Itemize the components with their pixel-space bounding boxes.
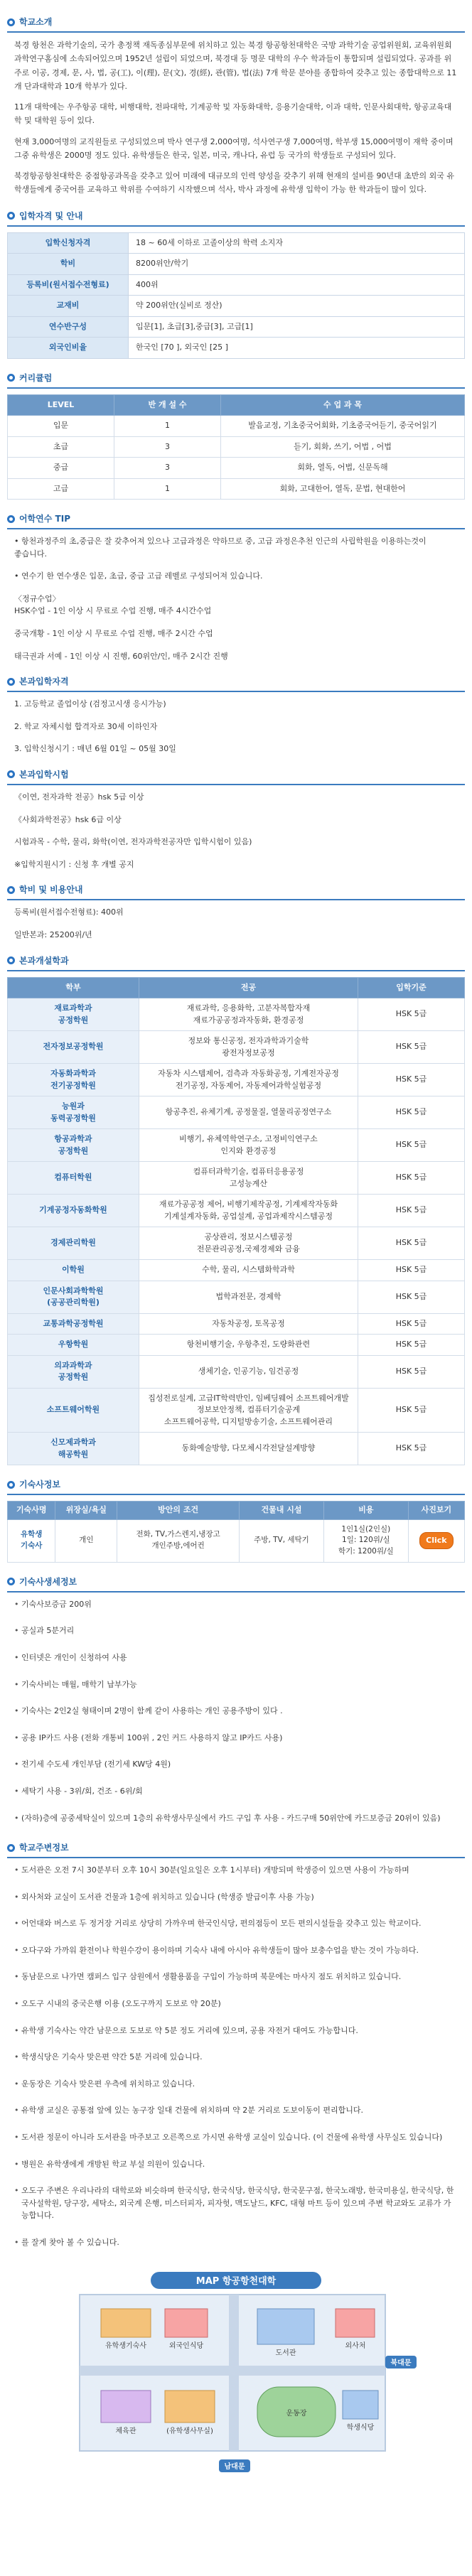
dorm-photo-cell bbox=[408, 1519, 464, 1562]
level-cell: 초급 bbox=[8, 436, 114, 458]
subjects-cell: 회화, 고대한어, 열독, 문법, 현대한어 bbox=[221, 478, 465, 500]
bullet-icon bbox=[7, 770, 15, 778]
table-header-row bbox=[8, 394, 465, 416]
table-row bbox=[8, 1281, 465, 1313]
list-item: 태극권과 서예 - 1인 이상 시 진행, 60위안/인, 매주 2시간 진행 bbox=[14, 651, 228, 661]
table-row bbox=[8, 416, 465, 437]
campus-map-svg bbox=[51, 2266, 421, 2479]
bullet-icon bbox=[7, 956, 15, 964]
list-item: • 기숙사보증금 200위 bbox=[14, 1598, 458, 1611]
table-row bbox=[8, 478, 465, 500]
list-item: • 연수기 한 연수생은 입문, 초급, 중급 고급 레벨로 구성되어져 있습니다. bbox=[14, 571, 263, 581]
dept-cell: 교통과학공정학원 bbox=[8, 1313, 139, 1335]
table-row bbox=[8, 232, 465, 254]
tips-title: 어학연수 TIP bbox=[19, 514, 70, 524]
info-label: 입학신청자격 bbox=[8, 232, 129, 254]
dorm-table bbox=[7, 1501, 465, 1563]
list-item: • 공용 IP카드 사용 (전화 개통비 100위 , 2인 커드 사용하지 않고 IP카드 사용) bbox=[14, 1732, 458, 1745]
column-header: 학부 bbox=[8, 977, 139, 998]
list-item: • 오도구 주변은 우리나라의 대학로와 비슷하며 한국식당, 한국식당, 한국식당, 한국문구점, 한국노래방, 한국미용실, 한국식당, 한국사설학원, 당구장, 세탁소, 외국계 은행, 미스터피자, 피자헛, 맥도날드, KFC, 대형 마트 등이 있으며 주변 학교와도 교류가 가능합니다. bbox=[14, 2184, 458, 2222]
major-cell: 재료과학, 응용화학, 고분자복합자재 재료가공공정과자동화, 환경공정 bbox=[139, 998, 358, 1031]
list-item: • 학생식당은 기숙사 맞은편 약간 5분 거리에 있습니다. bbox=[14, 2051, 458, 2064]
list-item: • 세탁기 사용 - 3위/회, 건조 - 6위/회 bbox=[14, 1785, 458, 1798]
building-cafeteria bbox=[343, 2391, 378, 2419]
intro-paragraph: 북경항공항천대학은 중점항공과목을 갖추고 있어 미래에 대규모의 인력 양성을 갖추기 위해 현재의 설비를 90년대 초반의 외국 유학생들에게 중국어를 교육하고 학위를 수여하기 시작했으며 석사, 박사 과정에 유학생 입학이 가능 한 학과들이 많이 있다. bbox=[14, 171, 454, 195]
info-value: 400위 bbox=[129, 274, 465, 296]
requirement-cell: HSK 5급 bbox=[358, 1195, 465, 1227]
section-title-curriculum bbox=[7, 369, 465, 389]
column-header: 입학기준 bbox=[358, 977, 465, 998]
table-row bbox=[8, 1313, 465, 1335]
list-item: 중국개황 - 1인 이상 시 무료로 수업 진행, 매주 2시간 수업 bbox=[14, 628, 213, 638]
requirement-cell: HSK 5급 bbox=[358, 1129, 465, 1162]
dorm-facilities: 주방, TV, 세탁기 bbox=[240, 1519, 324, 1562]
major-cell: 재료가공공정 제어, 비행기제작공정, 기계제작자동화 기계설계자동화, 공업설계, 공업과제작시스템공정 bbox=[139, 1195, 358, 1227]
list-item: 일반본과: 25200위/년 bbox=[14, 929, 92, 939]
building-restaurant bbox=[165, 2309, 208, 2337]
column-header: 전공 bbox=[139, 977, 358, 998]
dorm-name: 유학생 기숙사 bbox=[8, 1519, 55, 1562]
building-label: 체육관 bbox=[115, 2427, 136, 2435]
info-value: 한국인 [70 ], 외국인 [25 ] bbox=[129, 338, 465, 359]
building-gym bbox=[101, 2391, 151, 2423]
major-cell: 항천비행기술, 우항추진, 도량화관련 bbox=[139, 1335, 358, 1356]
table-header-row bbox=[8, 1502, 465, 1520]
level-cell: 고급 bbox=[8, 478, 114, 500]
info-value: 18 ~ 60세 이하로 고졸이상의 학력 소지자 bbox=[129, 232, 465, 254]
bullet-icon bbox=[7, 1578, 15, 1585]
bullet-icon bbox=[7, 886, 15, 894]
table-row bbox=[8, 274, 465, 296]
dorm-notes-list bbox=[14, 1598, 458, 1824]
list-item: 〈정규수업〉 HSK수업 - 1인 이상 시 무료로 수업 진행, 매주 4시간수업 bbox=[14, 593, 212, 616]
info-label: 등록비(원서접수전형료) bbox=[8, 274, 129, 296]
list-item: • 오다구와 가까워 환전이나 학원수강이 용이하며 기숙사 내에 아시아 유학생들이 많아 보충수업을 받는 것이 가능하다. bbox=[14, 1944, 458, 1957]
major-cell: 정보와 통신공정, 전자과학과기술학 광전자정보공정 bbox=[139, 1031, 358, 1064]
dept-cell: 능원과 동력공정학원 bbox=[8, 1096, 139, 1129]
table-row bbox=[8, 296, 465, 317]
dorm-room: 전화, TV,가스렌지,냉장고 개인주방,에어컨 bbox=[117, 1519, 240, 1562]
list-item: • 동남문으로 나가면 캠퍼스 입구 삼원에서 생활용품을 구입이 가능하며 북문에는 마사지 점도 위치하고 있습니다. bbox=[14, 1971, 458, 1983]
major-cell: 법학과전문, 경제학 bbox=[139, 1281, 358, 1313]
section-title-intro bbox=[7, 13, 465, 33]
requirement-cell: HSK 5급 bbox=[358, 1388, 465, 1433]
subjects-cell: 발음교정, 기초중국어회화, 기초중국어듣기, 중국어읽기 bbox=[221, 416, 465, 437]
requirement-cell: HSK 5급 bbox=[358, 1096, 465, 1129]
count-cell: 3 bbox=[114, 458, 221, 479]
map-title: MAP 항공항천대학 bbox=[195, 2275, 277, 2287]
list-item: • 유학생 기숙사는 약간 남문으로 도보로 약 5분 정도 거리에 있으며, 공용 자전거 대여도 가능합니다. bbox=[14, 2025, 458, 2037]
table-row bbox=[8, 1031, 465, 1064]
table-row bbox=[8, 1335, 465, 1356]
dorm-cost: 1인1실(2인실) 1일: 120위/실 학기: 1200위/실 bbox=[323, 1519, 408, 1562]
column-header: 기숙사명 bbox=[8, 1502, 55, 1520]
list-item: • 어언대와 버스로 두 정거장 거리로 상당히 가까우며 한국인식당, 편의점등이 모든 편의시설들을 갖추고 있는 학교이다. bbox=[14, 1917, 458, 1930]
major-cell: 수학, 물리, 시스템화학과학 bbox=[139, 1260, 358, 1281]
requirement-cell: HSK 5급 bbox=[358, 1313, 465, 1335]
list-item: 2. 학교 자체시험 합격자로 30세 이하인자 bbox=[14, 721, 158, 731]
info-label: 교재비 bbox=[8, 296, 129, 317]
dept-cell: 기계공정자동화학원 bbox=[8, 1195, 139, 1227]
major-cell: 자동차공정, 토목공정 bbox=[139, 1313, 358, 1335]
info-value: 8200위안/학기 bbox=[129, 254, 465, 275]
list-item: • 기숙사는 2인2실 형태이며 2명이 함께 같이 사용하는 개인 공용주방이 있다 . bbox=[14, 1705, 458, 1718]
section-title-dorm bbox=[7, 1475, 465, 1495]
list-item: • 항천과정주의 초,중급은 잘 갖추어져 있으나 고급과정은 약하므로 중, 고급 과정은추천 인근의 사립학원을 이용하는것이 좋습니다. bbox=[14, 537, 427, 559]
subjects-cell: 회화, 열독, 어법, 신문독해 bbox=[221, 458, 465, 479]
table-row bbox=[8, 1355, 465, 1388]
bullet-icon bbox=[7, 678, 15, 686]
building-label: 외국인식당 bbox=[168, 2341, 204, 2350]
list-item: • 병원은 유학생에게 개방된 학교 부설 의원이 있습니다. bbox=[14, 2158, 458, 2171]
requirement-cell: HSK 5급 bbox=[358, 1355, 465, 1388]
major-cell: 생체기술, 인공기능, 임건공정 bbox=[139, 1355, 358, 1388]
building-label: 운동장 bbox=[286, 2409, 307, 2418]
table-row bbox=[8, 1433, 465, 1465]
curriculum-table bbox=[7, 394, 465, 500]
south-gate-label: 남대문 bbox=[224, 2462, 245, 2471]
dept-cell: 이학원 bbox=[8, 1260, 139, 1281]
dorm-title: 기숙사정보 bbox=[19, 1480, 60, 1489]
info-label: 외국인비율 bbox=[8, 338, 129, 359]
photo-click-button[interactable]: Click bbox=[419, 1532, 453, 1550]
dorm-bath: 개인 bbox=[55, 1519, 117, 1562]
major-cell: 컴퓨터과학기술, 컴퓨터응용공정 고성능계산 bbox=[139, 1162, 358, 1195]
majors-title: 본과개설학과 bbox=[19, 955, 69, 966]
list-item: • 기숙사비는 매월, 매학기 납부가능 bbox=[14, 1678, 458, 1691]
section-title-exam bbox=[7, 765, 465, 785]
requirement-cell: HSK 5급 bbox=[358, 1335, 465, 1356]
bullet-icon bbox=[7, 374, 15, 382]
intro-paragraph: 북경 항천은 과학기술의, 국가 총정책 재독종심부문에 위치하고 있는 북경 항공항천대학은 국방 과학기술 공업위원회, 교육위원회 과학연구홈심에 소속되어있으며 1952년 설립이 되었으며, 북경대 등 명문 대학의 우수 학과들이 통합되며 설립되었다. 공과를 위주로 이공, 경제, 문, 사, 법, 공(工), 이(理), 문(文), 경(經), 관(管), 법(法) 7개 학문 분야를 종합하여 갖추고 있는 종합대학으로 11개 단과대학과 10개 학부가 있다. bbox=[14, 41, 457, 91]
exam-list bbox=[14, 791, 458, 871]
table-row bbox=[8, 1388, 465, 1433]
section-title-fees bbox=[7, 880, 465, 900]
campus-map bbox=[51, 2266, 421, 2479]
table-row bbox=[8, 1129, 465, 1162]
table-row bbox=[8, 1064, 465, 1096]
section-title-dorm-notes bbox=[7, 1573, 465, 1593]
list-item: • 오도구 시내의 중국은행 이용 (오도구까지 도보로 약 20분) bbox=[14, 1998, 458, 2010]
list-item: 등록비(원서접수전형료): 400위 bbox=[14, 907, 124, 917]
info-title: 입학자격 및 안내 bbox=[19, 210, 83, 221]
requirement-cell: HSK 5급 bbox=[358, 1162, 465, 1195]
dept-cell: 컴퓨터학원 bbox=[8, 1162, 139, 1195]
table-row bbox=[8, 998, 465, 1031]
count-cell: 1 bbox=[114, 478, 221, 500]
count-cell: 3 bbox=[114, 436, 221, 458]
table-row bbox=[8, 1519, 465, 1562]
column-header: 반 개 설 수 bbox=[114, 394, 221, 416]
north-gate-label: 북대문 bbox=[390, 2359, 412, 2367]
column-header: 비용 bbox=[323, 1502, 408, 1520]
list-item: 3. 입학신청시기 : 매년 6월 01일 ~ 05월 30일 bbox=[14, 744, 176, 754]
dept-cell: 신모제과학과 해공학원 bbox=[8, 1433, 139, 1465]
list-item: • 전기세 수도세 개인부담 (전기세 KW당 4원) bbox=[14, 1758, 458, 1771]
intro-title: 학교소개 bbox=[19, 17, 53, 27]
list-item: • 공실과 5분거리 bbox=[14, 1624, 458, 1637]
requirement-cell: HSK 5급 bbox=[358, 1281, 465, 1313]
subjects-cell: 듣기, 회화, 쓰기, 어법 , 어법 bbox=[221, 436, 465, 458]
bullet-icon bbox=[7, 515, 15, 523]
bullet-icon bbox=[7, 1844, 15, 1852]
list-item: • 인터넷은 개인이 신청하여 사용 bbox=[14, 1651, 458, 1664]
section-title-majors bbox=[7, 952, 465, 971]
bullet-icon bbox=[7, 18, 15, 26]
curriculum-title: 커리큘럼 bbox=[19, 372, 53, 383]
section-title-info bbox=[7, 207, 465, 227]
surroundings-title: 학교주변정보 bbox=[19, 1843, 69, 1853]
requirement-cell: HSK 5급 bbox=[358, 1064, 465, 1096]
list-item: 《이연, 전자과학 전공》hsk 5급 이상 bbox=[14, 792, 144, 802]
list-item: • 도서관은 오전 7시 30분부터 오후 10시 30분(일요일은 오후 1시부터) 개방되며 학생증이 있으면 사용이 가능하며 bbox=[14, 1864, 458, 1877]
requirement-cell: HSK 5급 bbox=[358, 1227, 465, 1260]
column-header: LEVEL bbox=[8, 394, 114, 416]
table-row bbox=[8, 316, 465, 338]
list-item: • 도서관 정문이 아니라 도서관을 마주보고 오른쪽으로 가시면 유학생 교실이 있습니다. (이 건물에 유학생 사무실도 있습니다) bbox=[14, 2131, 458, 2144]
table-row bbox=[8, 1227, 465, 1260]
building-label: (유학생사무실) bbox=[166, 2427, 213, 2435]
building-label: 외사처 bbox=[345, 2341, 366, 2350]
list-item: • (자하)층에 공중세탁실이 있으며 1층의 유학생사무실에서 카드 구입 후 사용 - 카드구매 50위안에 카드보증금 20위이 있음) bbox=[14, 1812, 458, 1825]
column-header: 위장실/욕실 bbox=[55, 1502, 117, 1520]
requirement-cell: HSK 5급 bbox=[358, 1433, 465, 1465]
dorm-notes-title: 기숙사생세정보 bbox=[19, 1576, 77, 1587]
requirement-cell: HSK 5급 bbox=[358, 998, 465, 1031]
requirement-cell: HSK 5급 bbox=[358, 1260, 465, 1281]
table-row bbox=[8, 458, 465, 479]
count-cell: 1 bbox=[114, 416, 221, 437]
list-item: 《사회과학전공》hsk 6급 이상 bbox=[14, 814, 122, 824]
surroundings-list bbox=[14, 1864, 458, 2249]
level-cell: 중급 bbox=[8, 458, 114, 479]
major-cell: 집성전로설계, 고급IT학력반인, 임베딩웨어 소프트웨어개발 정보보안정책, 컴퓨터기술공계 소프트웨어공학, 디지털방송기술, 소프트웨어관리 bbox=[139, 1388, 358, 1433]
info-value: 입문[1], 초급[3],중급[3], 고급[1] bbox=[129, 316, 465, 338]
major-cell: 비행기, 유체역학연구소, 고정비익연구소 인지와 환경공정 bbox=[139, 1129, 358, 1162]
table-row bbox=[8, 1096, 465, 1129]
section-title-surroundings bbox=[7, 1838, 465, 1858]
table-row bbox=[8, 1195, 465, 1227]
list-item: • 를 잘게 찾아 볼 수 있습니다. bbox=[14, 2236, 458, 2249]
bullet-icon bbox=[7, 1481, 15, 1489]
table-row bbox=[8, 1162, 465, 1195]
dept-cell: 소프트웨어학원 bbox=[8, 1388, 139, 1433]
intro-paragraph: 11개 대학에는 우주항공 대학, 비행대학, 전파대학, 기계공학 및 자동화대학, 응용기술대학, 이과 대학, 인문사회대학, 항공교육대학 및 대학원 등이 있다. bbox=[14, 102, 452, 126]
intro-paragraph: 현재 3,000여명의 교직원들로 구성되었으며 박사 연구생 2,000여명, 석사연구생 7,000여명, 학부생 15,000여명이 재학 중이며 그중 유학생은 2000명 정도 있다. 유학생들은 한국, 일본, 미국, 캐나다, 유럽 등 국가의 학생들로 구성되어 있다. bbox=[14, 136, 454, 160]
list-item: • 운동장은 기숙사 맞은편 우측에 위치하고 있습니다. bbox=[14, 2078, 458, 2091]
building-dorm bbox=[101, 2309, 151, 2337]
table-row bbox=[8, 436, 465, 458]
info-value: 약 200위안(실비로 정산) bbox=[129, 296, 465, 317]
table-row bbox=[8, 1260, 465, 1281]
road bbox=[229, 2295, 239, 2451]
dept-cell: 인문사회과학학원 (공공관리학원) bbox=[8, 1281, 139, 1313]
building-label: 학생식당 bbox=[346, 2423, 375, 2432]
column-header: 건물내 시설 bbox=[240, 1502, 324, 1520]
dept-cell: 항공과학과 공정학원 bbox=[8, 1129, 139, 1162]
fees-list bbox=[14, 906, 458, 941]
dept-cell: 재료과학과 공정학원 bbox=[8, 998, 139, 1031]
admission-list bbox=[14, 698, 458, 755]
section-title-admission bbox=[7, 672, 465, 692]
major-cell: 항공추진, 유체기계, 공정물질, 열물리공정연구소 bbox=[139, 1096, 358, 1129]
list-item: 시험과목 - 수학, 물리, 화학(이연, 전자과학전공자만 입학시험이 있음) bbox=[14, 837, 252, 847]
building-label: 유학생기숙사 bbox=[105, 2341, 146, 2350]
admission-title: 본과입학자격 bbox=[19, 677, 69, 687]
admission-info-table bbox=[7, 232, 465, 359]
table-row bbox=[8, 338, 465, 359]
column-header: 수 업 과 목 bbox=[221, 394, 465, 416]
level-cell: 입문 bbox=[8, 416, 114, 437]
column-header: 사진보기 bbox=[408, 1502, 464, 1520]
dept-cell: 전자정보공정학원 bbox=[8, 1031, 139, 1064]
major-cell: 동화예술방향, 다모체시각전달설계방향 bbox=[139, 1433, 358, 1465]
majors-table bbox=[7, 977, 465, 1466]
building-library bbox=[257, 2309, 314, 2344]
list-item: 1. 고등학교 졸업이상 (검정고시생 응시가능) bbox=[14, 699, 166, 709]
table-row bbox=[8, 254, 465, 275]
tips-list bbox=[14, 535, 458, 662]
column-header: 방안의 조건 bbox=[117, 1502, 240, 1520]
dept-cell: 의과과학과 공정학원 bbox=[8, 1355, 139, 1388]
major-cell: 자동차 시스템제어, 검측과 자동화공정, 기계전자공정 전기공정, 자동제어, 자동제어과학실험공정 bbox=[139, 1064, 358, 1096]
requirement-cell: HSK 5급 bbox=[358, 1031, 465, 1064]
info-label: 학비 bbox=[8, 254, 129, 275]
building-foreign-office bbox=[336, 2309, 375, 2337]
fees-title: 학비 및 비용안내 bbox=[19, 885, 83, 895]
dept-cell: 자동화과학과 전기공정학원 bbox=[8, 1064, 139, 1096]
bullet-icon bbox=[7, 212, 15, 220]
dept-cell: 경제관리학원 bbox=[8, 1227, 139, 1260]
info-label: 연수반구성 bbox=[8, 316, 129, 338]
table-header-row bbox=[8, 977, 465, 998]
building-label: 도서관 bbox=[275, 2349, 296, 2357]
major-cell: 공상관리, 정보시스템공정 전문관리공정,국제경제와 금융 bbox=[139, 1227, 358, 1260]
dept-cell: 우항학원 bbox=[8, 1335, 139, 1356]
list-item: • 외사처와 교실이 도서관 건물과 1층에 위치하고 있습니다 (학생증 발급이후 사용 가능) bbox=[14, 1891, 458, 1904]
exam-title: 본과입학시험 bbox=[19, 769, 69, 780]
section-title-tips bbox=[7, 510, 465, 529]
building-office bbox=[165, 2391, 215, 2423]
list-item: ※입학지원시기 : 신청 후 개별 공지 bbox=[14, 859, 134, 869]
list-item: • 유학생 교실은 공통점 앞에 있는 농구장 일대 건물에 위치하며 약 2분 거리로 도보이동이 편리합니다. bbox=[14, 2104, 458, 2117]
